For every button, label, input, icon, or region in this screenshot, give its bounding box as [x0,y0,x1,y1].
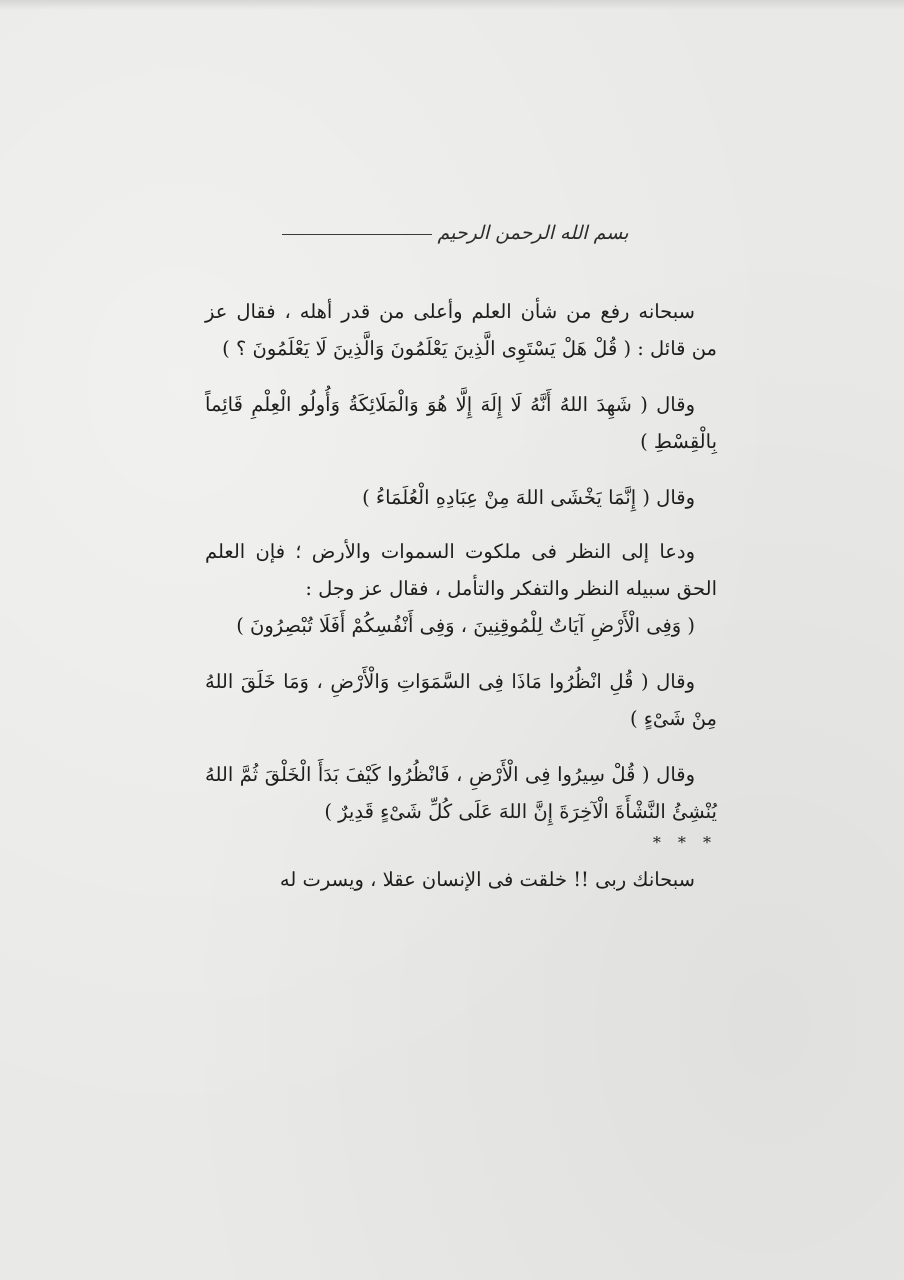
page-top-edge [0,0,904,10]
paragraph-4: ودعا إلى النظر فى ملكوت السموات والأرض ؛ فإن العلم الحق سبيله النظر والتفكر والتأمل ، فقال عز وجل : [205,540,717,600]
section-separator: * * * [652,833,717,852]
page-body [205,293,717,898]
basmala-flourish [282,233,432,235]
basmala-text: بسم الله الرحمن الرحيم [437,222,629,244]
paragraph-2: وقال ( شَهِدَ اللهُ أَنَّهُ لَا إِلَهَ إِلَّا هُوَ وَالْمَلَائِكَةُ وَأُولُو الْعِلْمِ قَائِماً بِالْقِسْطِ ) [205,393,717,453]
paragraph-6: وقال ( قُلِ انْظُرُوا مَاذَا فِى السَّمَوَاتِ وَالْأَرْضِ ، وَمَا خَلَقَ اللهُ مِنْ شَىْءٍ ) [205,670,717,730]
paragraph-5: ( وَفِى الْأَرْضِ آيَاتٌ لِلْمُوقِنِينَ ، وَفِى أَنْفُسِكُمْ أَفَلَا تُبْصِرُونَ ) [236,614,695,637]
paragraph-3: وقال ( إِنَّمَا يَخْشَى اللهَ مِنْ عِبَادِهِ الْعُلَمَاءُ ) [362,486,695,509]
paragraph-7: وقال ( قُلْ سِيرُوا فِى الْأَرْضِ ، فَانْظُرُوا كَيْفَ بَدَأَ الْخَلْقَ ثُمَّ اللهُ يُنْشِئُ النَّشْأَةَ الْآخِرَةَ إِنَّ اللهَ عَلَى كُلِّ شَىْءٍ قَدِيرٌ ) [205,763,717,823]
closing-line: سبحانك ربى !! خلقت فى الإنسان عقلا ، ويسرت له [279,868,695,891]
basmala-heading [0,222,904,244]
paragraph-1: سبحانه رفع من شأن العلم وأعلى من قدر أهله ، فقال عز من قائل : ( قُلْ هَلْ يَسْتَوِى الَّذِينَ يَعْلَمُونَ وَالَّذِينَ لَا يَعْلَمُونَ ؟ ) [205,300,717,360]
